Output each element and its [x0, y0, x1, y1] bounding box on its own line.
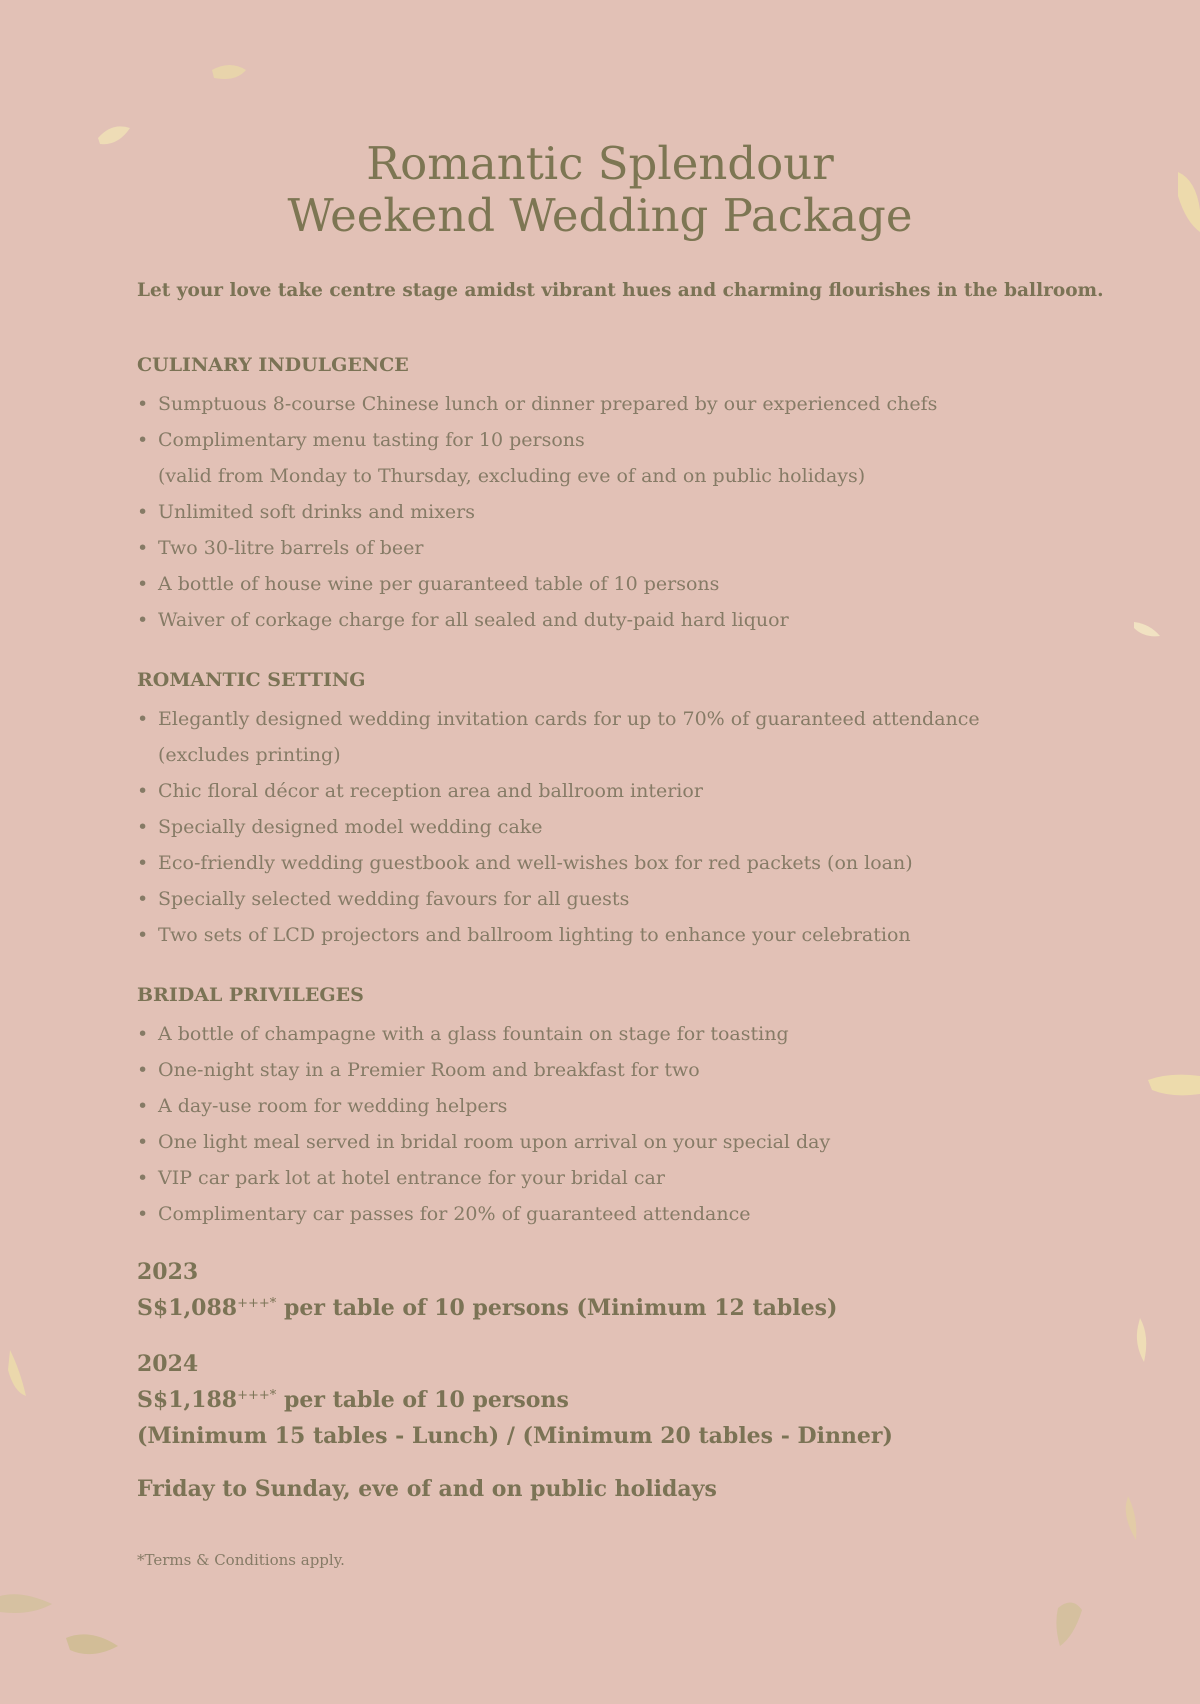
price-year: 2024 [137, 1351, 199, 1377]
list-item [137, 1160, 1097, 1196]
item-text: Complimentary menu tasting for 10 persons [158, 429, 585, 451]
item-text: One light meal served in bridal room upon arrival on your special day [158, 1131, 831, 1153]
title-line-2: Weekend Wedding Package [287, 189, 913, 242]
item-text: A day-use room for wedding helpers [158, 1095, 508, 1117]
item-continuation: (excludes printing) [158, 744, 341, 766]
item-list [137, 701, 1097, 953]
price-year: 2023 [137, 1259, 199, 1285]
item-text: Sumptuous 8-course Chinese lunch or dinner prepared by our experienced chefs [158, 393, 938, 415]
price-amount: S$1,188 [137, 1387, 238, 1413]
petal-icon [1056, 1602, 1082, 1646]
petal-icon [1126, 1496, 1137, 1540]
valid-days: Friday to Sunday, eve of and on public holidays [137, 1476, 717, 1502]
item-text: Elegantly designed wedding invitation cards for up to 70% of guaranteed attendance [158, 708, 980, 730]
list-item [137, 1088, 1097, 1124]
petal-icon [212, 65, 246, 79]
tagline: Let your love take centre stage amidst vibrant hues and charming flourishes in the ballroom. [137, 280, 1104, 301]
price-marks: +++* [237, 1388, 277, 1403]
petal-icon [1137, 1318, 1146, 1362]
price-amount: S$1,088 [137, 1295, 238, 1321]
price-minimum-tables: (Minimum 15 tables - Lunch) / (Minimum 20 tables - Dinner) [137, 1423, 893, 1449]
list-item [137, 494, 1097, 530]
price-description: per table of 10 persons (Minimum 12 tables) [276, 1295, 838, 1321]
list-item [137, 1124, 1097, 1160]
list-item [137, 386, 1097, 422]
item-text: Specially designed model wedding cake [158, 816, 543, 838]
item-text: Two sets of LCD projectors and ballroom lighting to enhance your celebration [158, 924, 911, 946]
list-item [137, 602, 1097, 638]
petal-icon [1178, 172, 1200, 232]
list-item [137, 566, 1097, 602]
petal-icon [0, 1594, 52, 1613]
list-item [137, 1196, 1097, 1232]
item-text: VIP car park lot at hotel entrance for your bridal car [158, 1167, 665, 1189]
list-item [137, 530, 1097, 566]
list-item [137, 881, 1097, 917]
list-item [137, 1052, 1097, 1088]
price-marks: +++* [237, 1296, 277, 1311]
title-line-1: Romantic Splendour [366, 137, 834, 190]
list-item [137, 773, 1097, 809]
item-list [137, 1016, 1097, 1232]
pricing-2024 [137, 1346, 1097, 1454]
list-item [137, 917, 1097, 953]
item-continuation: (valid from Monday to Thursday, excluding eve of and on public holidays) [158, 465, 866, 487]
list-item [137, 701, 1097, 773]
item-text: Two 30-litre barrels of beer [158, 537, 424, 559]
terms-note: *Terms & Conditions apply. [137, 1551, 345, 1569]
petal-icon [1148, 1075, 1200, 1096]
price-line [137, 1290, 1097, 1326]
petal-icon [8, 1350, 26, 1396]
item-text: Complimentary car passes for 20% of guaranteed attendance [158, 1203, 751, 1225]
item-text: A bottle of champagne with a glass fountain on stage for toasting [158, 1023, 789, 1045]
section-heading: BRIDAL PRIVILEGES [137, 984, 364, 1006]
petal-icon [66, 1634, 118, 1654]
section-heading: ROMANTIC SETTING [137, 669, 366, 691]
item-text: A bottle of house wine per guaranteed table of 10 persons [158, 573, 720, 595]
section-culinary-indulgence [137, 350, 1097, 638]
section-heading: CULINARY INDULGENCE [137, 354, 409, 376]
pricing-2023 [137, 1254, 1097, 1326]
petal-icon [98, 126, 130, 144]
petal-icon [1134, 622, 1160, 636]
item-text: Eco-friendly wedding guestbook and well-wishes box for red packets (on loan) [158, 852, 913, 874]
list-item [137, 1016, 1097, 1052]
section-bridal-privileges [137, 980, 1097, 1232]
item-list [137, 386, 1097, 638]
section-romantic-setting [137, 665, 1097, 953]
item-text: Waiver of corkage charge for all sealed and duty-paid hard liquor [158, 609, 789, 631]
price-line [137, 1382, 1097, 1418]
list-item [137, 845, 1097, 881]
list-item [137, 422, 1097, 494]
item-text: Unlimited soft drinks and mixers [158, 501, 475, 523]
price-description: per table of 10 persons [276, 1387, 569, 1413]
item-text: Specially selected wedding favours for all guests [158, 888, 630, 910]
list-item [137, 809, 1097, 845]
item-text: One-night stay in a Premier Room and breakfast for two [158, 1059, 700, 1081]
item-text: Chic floral décor at reception area and ballroom interior [158, 780, 703, 802]
page-title [137, 138, 1063, 242]
